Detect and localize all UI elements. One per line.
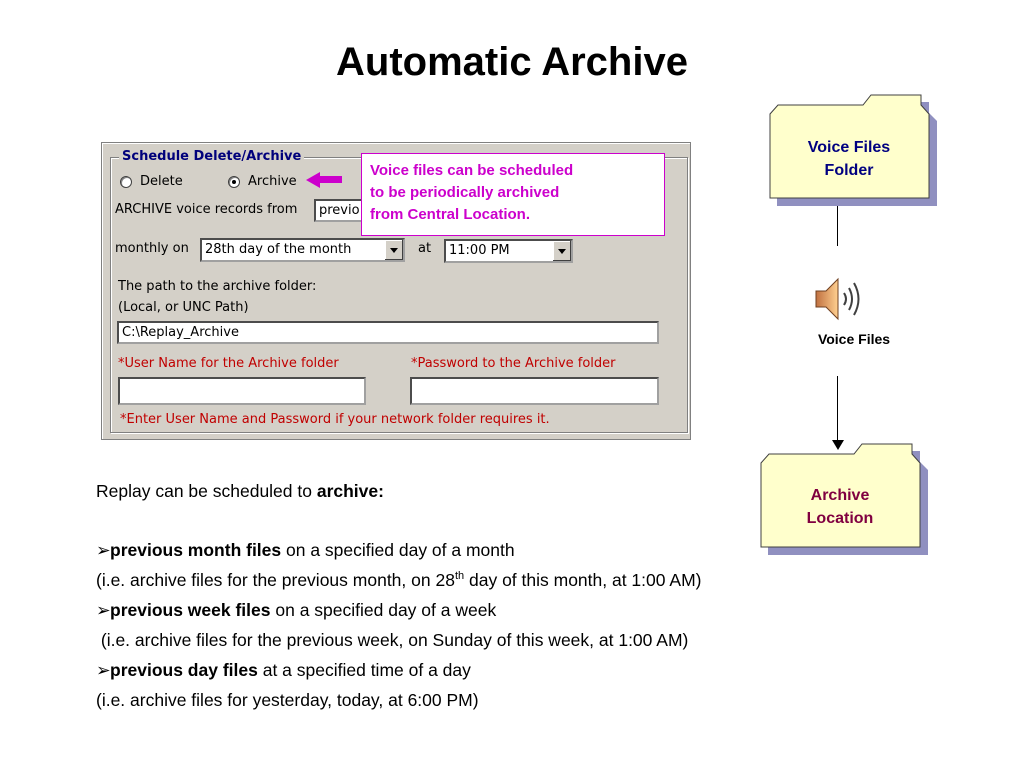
archive-path-input[interactable]: C:\Replay_Archive (117, 321, 659, 344)
intro-plain: Replay can be scheduled to (96, 481, 317, 501)
connector-line-bottom (837, 376, 838, 440)
bullet-arrow-icon: ➢ (96, 600, 111, 620)
item1-example (96, 570, 701, 591)
item2-example: (i.e. archive files for the previous week, on Sunday of this week, at 1:00 AM) (96, 630, 689, 650)
bullet-arrow-icon: ➢ (96, 660, 111, 680)
item3-bold: previous day files (110, 660, 258, 680)
archive-from-label: ARCHIVE voice records from (115, 202, 298, 217)
chevron-down-icon[interactable] (384, 240, 403, 260)
archive-location-folder (760, 443, 928, 555)
voice-files-folder (769, 94, 937, 206)
credentials-footnote: *Enter User Name and Password if your network folder requires it. (120, 412, 550, 427)
item1-example-b: day of this month, at 1:00 AM) (464, 570, 702, 590)
archive-line1: Archive (810, 487, 870, 504)
voice-folder-label (769, 136, 929, 182)
archive-callout (361, 153, 665, 236)
callout-line1: Voice files can be scheduled (370, 162, 574, 179)
item1-example-sup: th (454, 570, 465, 583)
bullet-item-2 (96, 600, 496, 621)
password-input[interactable] (410, 377, 659, 405)
time-value: 11:00 PM (449, 243, 510, 258)
radio-archive[interactable] (228, 176, 240, 188)
item1-rest: on a specified day of a month (281, 540, 515, 560)
callout-line3: from Central Location. (370, 206, 531, 223)
time-select[interactable] (444, 239, 573, 263)
username-label: *User Name for the Archive folder (118, 356, 339, 371)
intro-bold: archive: (316, 481, 384, 501)
radio-delete-label[interactable]: Delete (140, 174, 183, 189)
item1-example-a: (i.e. archive files for the previous month, on 28 (96, 570, 455, 590)
connector-line-top (837, 206, 838, 246)
radio-archive-label[interactable]: Archive (248, 174, 297, 189)
at-label: at (418, 241, 432, 256)
voice-folder-line2: Folder (824, 162, 874, 179)
day-of-month-select[interactable] (200, 238, 405, 262)
groupbox-title: Schedule Delete/Archive (119, 149, 304, 164)
path-label-line1: The path to the archive folder: (118, 279, 317, 294)
radio-delete[interactable] (120, 176, 132, 188)
archive-from-field[interactable]: previo (314, 199, 364, 222)
slide-title: Automatic Archive (336, 40, 688, 84)
bullet-item-3 (96, 660, 471, 681)
password-label: *Password to the Archive folder (411, 356, 616, 371)
item3-rest: at a specified time of a day (257, 660, 471, 680)
intro-text (96, 481, 384, 502)
voice-folder-line1: Voice Files (807, 139, 891, 156)
bullet-arrow-icon: ➢ (96, 540, 111, 560)
item3-example: (i.e. archive files for yesterday, today, at 6:00 PM) (96, 690, 479, 710)
item1-bold: previous month files (110, 540, 282, 560)
callout-arrow-shaft (320, 176, 342, 183)
callout-arrow-icon (306, 172, 320, 188)
path-label-line2: (Local, or UNC Path) (118, 300, 249, 315)
callout-line2: to be periodically archived (370, 184, 560, 201)
item2-bold: previous week files (110, 600, 271, 620)
username-input[interactable] (118, 377, 366, 405)
bullet-item-1 (96, 540, 515, 561)
day-of-month-value: 28th day of the month (205, 242, 352, 257)
monthly-on-label: monthly on (115, 241, 189, 256)
voice-files-label: Voice Files (817, 331, 891, 347)
archive-line2: Location (806, 510, 874, 527)
item2-rest: on a specified day of a week (270, 600, 497, 620)
speaker-icon (814, 277, 864, 321)
chevron-down-icon[interactable] (552, 241, 571, 261)
archive-location-label (760, 484, 920, 530)
